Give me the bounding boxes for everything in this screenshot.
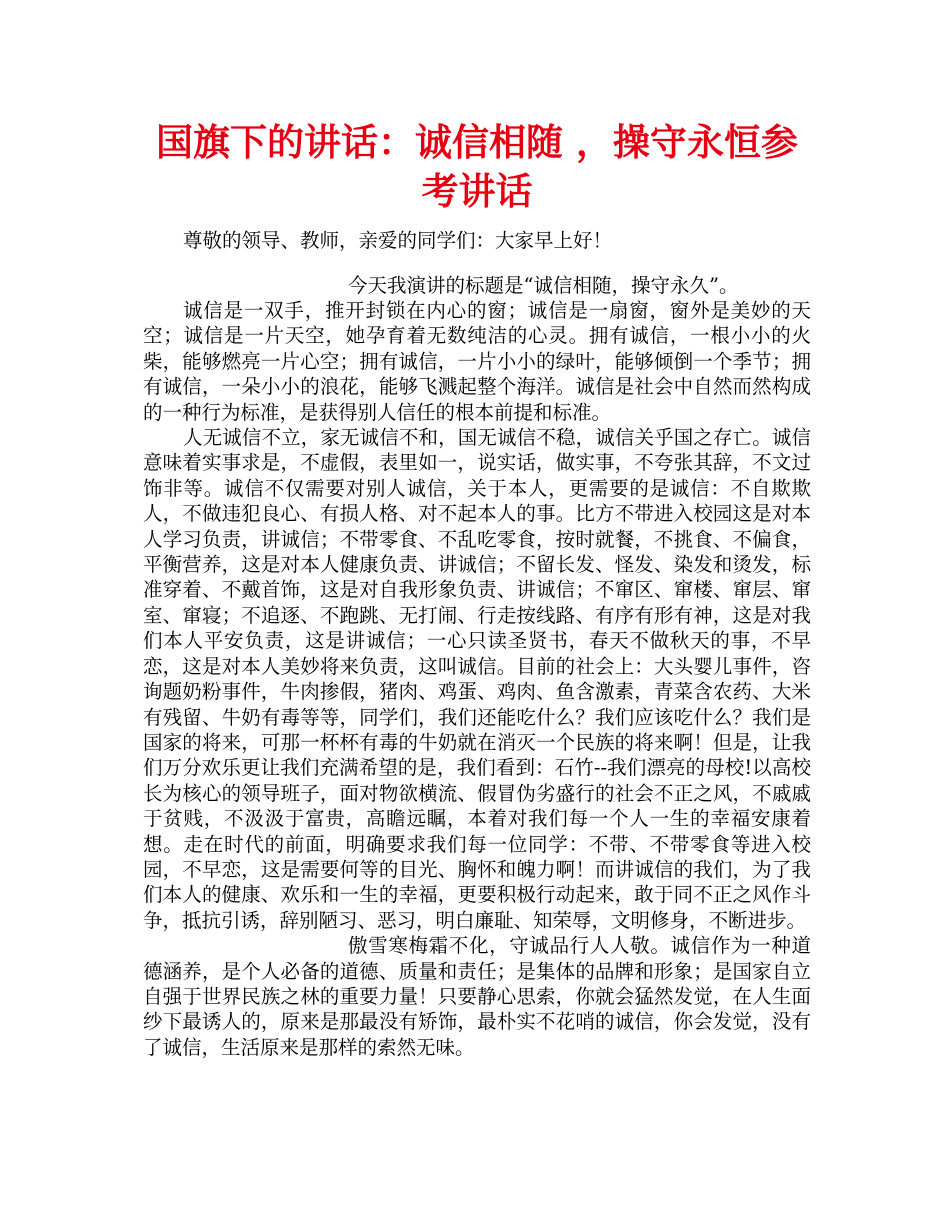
greeting-line: 尊敬的领导、教师，亲爱的同学们：大家早上好！ <box>183 229 613 252</box>
document-title: 国旗下的讲话：诚信相随 ，操守永恒参考讲话 <box>156 121 798 213</box>
blank-line <box>143 253 811 273</box>
paragraph-3: 傲雪寒梅霜不化，守诚品行人人敬。诚信作为一种道德涵养，是个人必备的道德、质量和责任；是集体的品牌和形象；是国家自立自强于世界民族之林的重要力量！只要静心思索，你就会猛然发觉，在人生面纱下最诱人的，原来是那最没有矫饰，最朴实不花哨的诚信，你会发觉，没有了诚信，生活原来是那样的索然无味。 <box>143 934 811 1059</box>
paragraph-2: 人无诚信不立，家无诚信不和，国无诚信不稳，诚信关乎国之存亡。诚信意味着实事求是，不虚假，表里如一，说实话，做实事，不夸张其辞，不文过饰非等。诚信不仅需要对别人诚信，关于本人，更需要的是诚信：不自欺欺人，不做违犯良心、有损人格、对不起本人的事。比方不带进入校园这是对本人学习负责，讲诚信；不带零食、不乱吃零食，按时就餐，不挑食、不偏食，平衡营养，这是对本人健康负责、讲诚信；不留长发、怪发、染发和烫发，标准穿着、不戴首饰，这是对自我形象负责、讲诚信；不窜区、窜楼、窜层、窜室、窜寝；不追逐、不跑跳、无打闹、行走按线路、有序有形有神，这是对我们本人平安负责，这是讲诚信；一心只读圣贤书，春天不做秋天的事，不早恋，这是对本人美妙将来负责，这叫诚信。目前的社会上：大头婴儿事件，咨询题奶粉事件，牛肉掺假，猪肉、鸡蛋、鸡肉、鱼含激素，青菜含农药、大米有残留、牛奶有毒等等，同学们，我们还能吃什么？我们应该吃什么？我们是国家的将来，可那一杯杯有毒的牛奶就在消灭一个民族的将来啊！但是，让我们万分欢乐更让我们充满希望的是，我们看到：石竹--我们漂亮的母校!以高校长为核心的领导班子，面对物欲横流、假冒伪劣盛行的社会不正之风，不戚戚于贫贱，不汲汲于富贵，高瞻远瞩，本着对我们每一个人一生的幸福安康着想。走在时代的前面，明确要求我们每一位同学：不带、不带零食等进入校园，不早恋，这是需要何等的目光、胸怀和魄力啊！而讲诚信的我们，为了我们本人的健康、欢乐和一生的幸福，更要积极行动起来，敢于同不正之风作斗争，抵抗引诱，辞别陋习、恶习，明白廉耻、知荣辱，文明修身，不断进步。 <box>143 426 811 932</box>
speech-topic: 今天我演讲的标题是“诚信相随，操守永久”。 <box>348 274 739 297</box>
document-page <box>143 118 811 1060</box>
paragraph-1: 诚信是一双手，推开封锁在内心的窗；诚信是一扇窗，窗外是美妙的天空；诚信是一片天空，她孕育着无数纯洁的心灵。拥有诚信，一根小小的火柴，能够燃亮一片心空；拥有诚信，一片小小的绿叶，能够倾倒一个季节；拥有诚信，一朵小小的浪花，能够飞溅起整个海洋。诚信是社会中自然而然构成的一种行为标准，是获得别人信任的根本前提和标准。 <box>143 299 811 424</box>
